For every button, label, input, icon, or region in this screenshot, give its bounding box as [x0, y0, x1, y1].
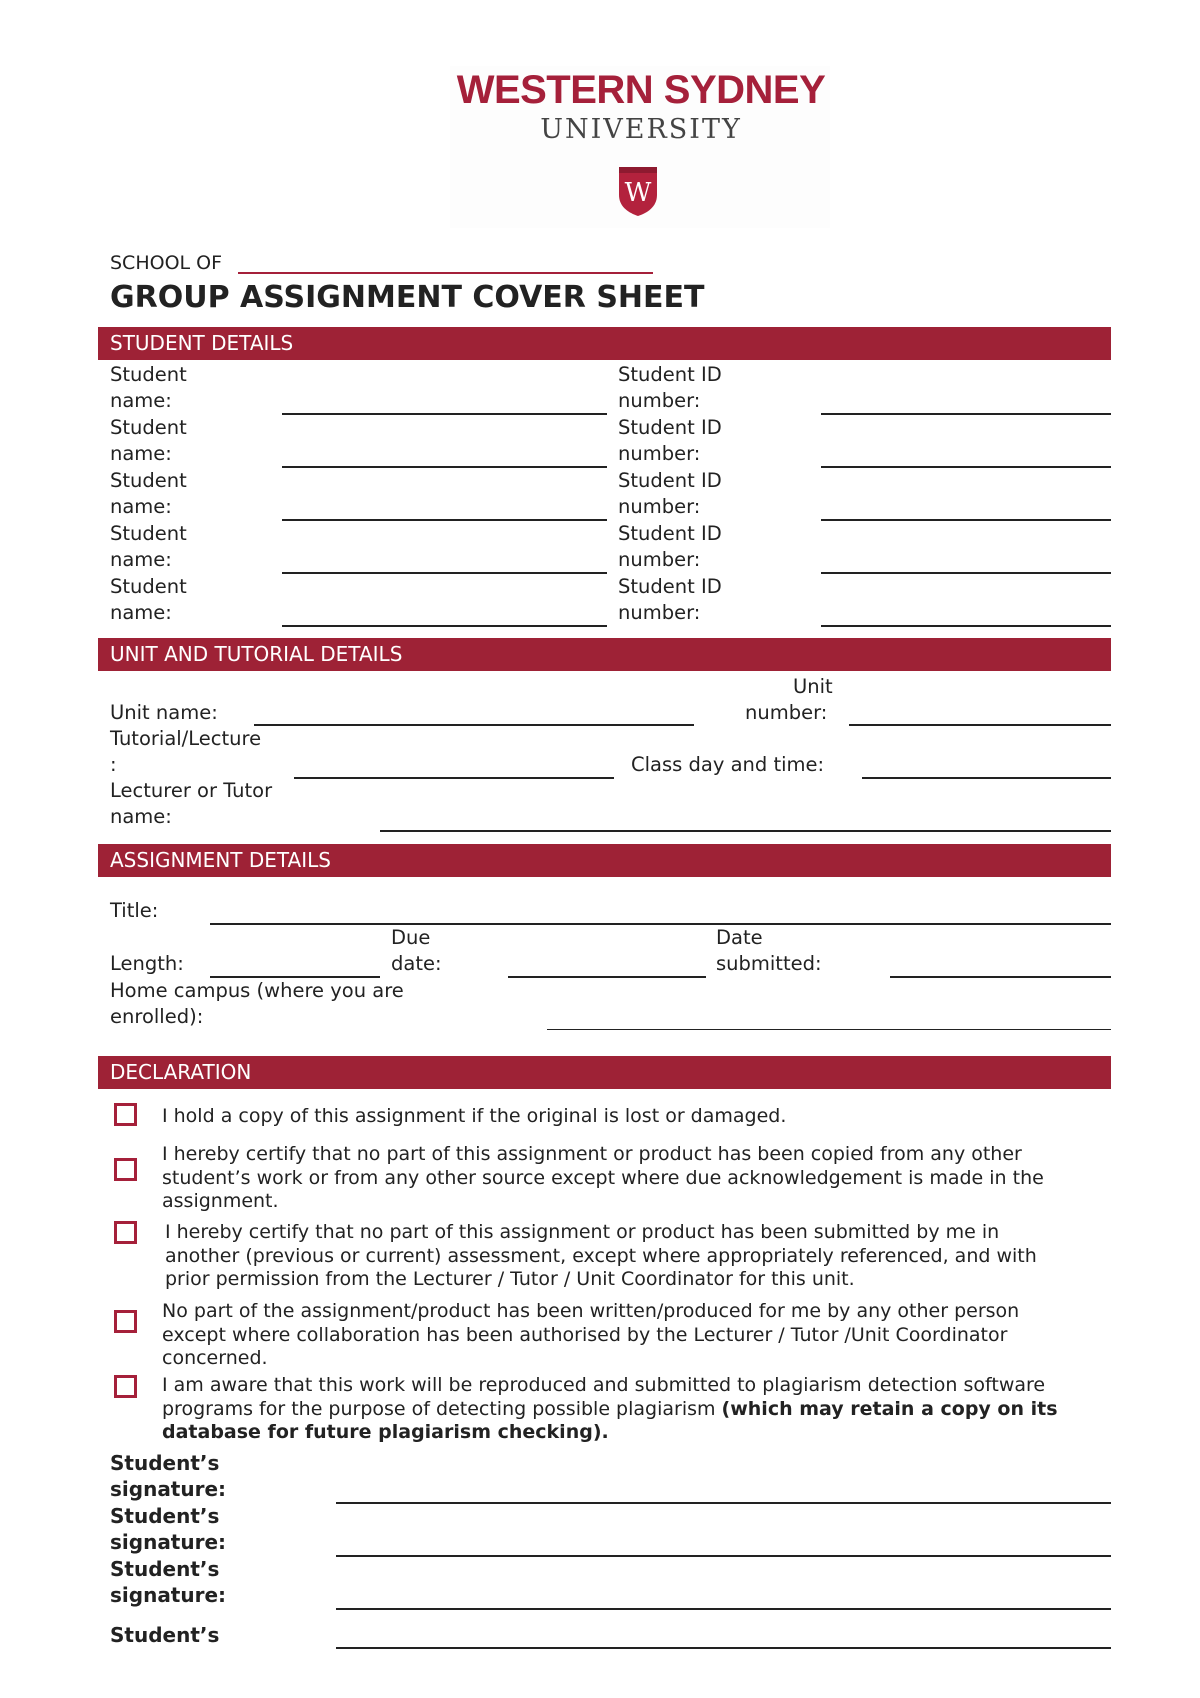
date-submitted-label-2: submitted:	[716, 952, 822, 975]
student-name-label: name:	[110, 601, 172, 624]
student-name-label: Student	[110, 522, 187, 545]
student-name-label: Student	[110, 416, 187, 439]
page-title: GROUP ASSIGNMENT COVER SHEET	[110, 280, 705, 315]
declaration-checkbox-5[interactable]	[114, 1375, 137, 1398]
unit-name-label: Unit name:	[110, 701, 218, 724]
length-label: Length:	[110, 952, 184, 975]
date-submitted-label-1: Date	[716, 926, 763, 949]
student-id-field[interactable]	[821, 572, 1111, 574]
assignment-details-header: ASSIGNMENT DETAILS	[98, 844, 1111, 877]
student-id-field[interactable]	[821, 466, 1111, 468]
student-name-field[interactable]	[282, 572, 607, 574]
home-campus-field[interactable]	[547, 1029, 1111, 1030]
declaration-text-3: I hereby certify that no part of this assignment or product has been submitted by me in another (previous or current) assessment, except where appropriately referenced, and with prior permission from the Lecturer / Tutor / Unit Coordinator for this unit.	[165, 1221, 1037, 1290]
student-id-label: number:	[618, 601, 701, 624]
signature-label-4a: Student’s	[110, 1623, 220, 1647]
student-id-label: Student ID	[618, 575, 722, 598]
class-day-time-label: Class day and time:	[631, 753, 825, 776]
lecturer-tutor-name-field[interactable]	[380, 830, 1111, 832]
student-name-label: name:	[110, 495, 172, 518]
signature-label-1b: signature:	[110, 1477, 227, 1501]
lecturer-label-1: Lecturer or Tutor	[110, 779, 273, 802]
student-name-field[interactable]	[282, 519, 607, 521]
student-id-label: number:	[618, 389, 701, 412]
university-crest-icon	[617, 165, 659, 217]
unit-details-header: UNIT AND TUTORIAL DETAILS	[98, 638, 1111, 671]
student-name-label: name:	[110, 442, 172, 465]
lecturer-label-2: name:	[110, 805, 172, 828]
signature-field-2[interactable]	[336, 1555, 1111, 1557]
tutorial-lecture-field[interactable]	[294, 777, 614, 779]
declaration-checkbox-2[interactable]	[114, 1158, 137, 1181]
signature-label-2a: Student’s	[110, 1504, 220, 1528]
school-label: SCHOOL OF	[110, 252, 223, 274]
student-id-field[interactable]	[821, 413, 1111, 415]
tutorial-label-2: :	[110, 753, 117, 776]
crest-letter: W	[624, 178, 652, 208]
university-logo-subtitle: UNIVERSITY	[540, 114, 742, 145]
due-date-label-1: Due	[391, 926, 431, 949]
student-id-field[interactable]	[821, 519, 1111, 521]
signature-field-4[interactable]	[336, 1647, 1111, 1649]
declaration-text-1: I hold a copy of this assignment if the original is lost or damaged.	[162, 1105, 787, 1127]
student-id-label: number:	[618, 442, 701, 465]
student-name-label: name:	[110, 548, 172, 571]
student-id-label: Student ID	[618, 469, 722, 492]
student-id-label: number:	[618, 548, 701, 571]
student-name-label: Student	[110, 575, 187, 598]
student-id-label: Student ID	[618, 522, 722, 545]
signature-label-1a: Student’s	[110, 1451, 220, 1475]
student-id-label: Student ID	[618, 363, 722, 386]
declaration-text-4: No part of the assignment/product has been written/produced for me by any other person except where collaboration has been authorised by the Lecturer / Tutor /Unit Coordinator concerned.	[162, 1300, 1020, 1369]
declaration-checkbox-3[interactable]	[114, 1221, 137, 1244]
assignment-title-field[interactable]	[210, 923, 1111, 925]
student-name-label: name:	[110, 389, 172, 412]
declaration-checkbox-4[interactable]	[114, 1310, 137, 1333]
student-name-field[interactable]	[282, 466, 607, 468]
home-campus-label-1: Home campus (where you are	[110, 979, 404, 1002]
student-name-label: Student	[110, 363, 187, 386]
student-id-label: number:	[618, 495, 701, 518]
declaration-checkbox-1[interactable]	[114, 1103, 137, 1126]
tutorial-label-1: Tutorial/Lecture	[110, 727, 262, 750]
unit-name-field[interactable]	[254, 724, 694, 726]
signature-field-3[interactable]	[336, 1608, 1111, 1610]
due-date-label-2: date:	[391, 952, 442, 975]
student-id-label: Student ID	[618, 416, 722, 439]
signature-label-2b: signature:	[110, 1530, 227, 1554]
declaration-header: DECLARATION	[98, 1056, 1111, 1089]
signature-label-3a: Student’s	[110, 1557, 220, 1581]
class-day-time-field[interactable]	[862, 777, 1111, 779]
school-input-line[interactable]	[238, 272, 653, 274]
due-date-field[interactable]	[508, 976, 706, 978]
signature-label-3b: signature:	[110, 1583, 227, 1607]
declaration-text-5: I am aware that this work will be reproduced and submitted to plagiarism detection software programs for the purpose of detecting possible plagiarism (which may retain a copy on its database for future plagiarism checking).	[162, 1374, 1058, 1443]
student-name-field[interactable]	[282, 625, 607, 627]
student-name-field[interactable]	[282, 413, 607, 415]
title-label: Title:	[110, 899, 159, 922]
university-logo-title: WESTERN SYDNEY	[456, 68, 826, 112]
home-campus-label-2: enrolled):	[110, 1005, 204, 1028]
declaration-text-2: I hereby certify that no part of this assignment or product has been copied from any other student’s work or from any other source except where due acknowledgement is made in the assignment.	[162, 1143, 1044, 1212]
unit-number-field[interactable]	[849, 724, 1111, 726]
signature-field-1[interactable]	[336, 1502, 1111, 1504]
student-details-header: STUDENT DETAILS	[98, 327, 1111, 360]
declaration-text-5-bold: (which may retain a copy on its database for future plagiarism checking).	[162, 1397, 1058, 1443]
student-name-label: Student	[110, 469, 187, 492]
unit-number-label-1: Unit	[793, 675, 833, 698]
unit-number-label-2: number:	[745, 701, 828, 724]
student-id-field[interactable]	[821, 625, 1111, 627]
date-submitted-field[interactable]	[890, 976, 1111, 978]
